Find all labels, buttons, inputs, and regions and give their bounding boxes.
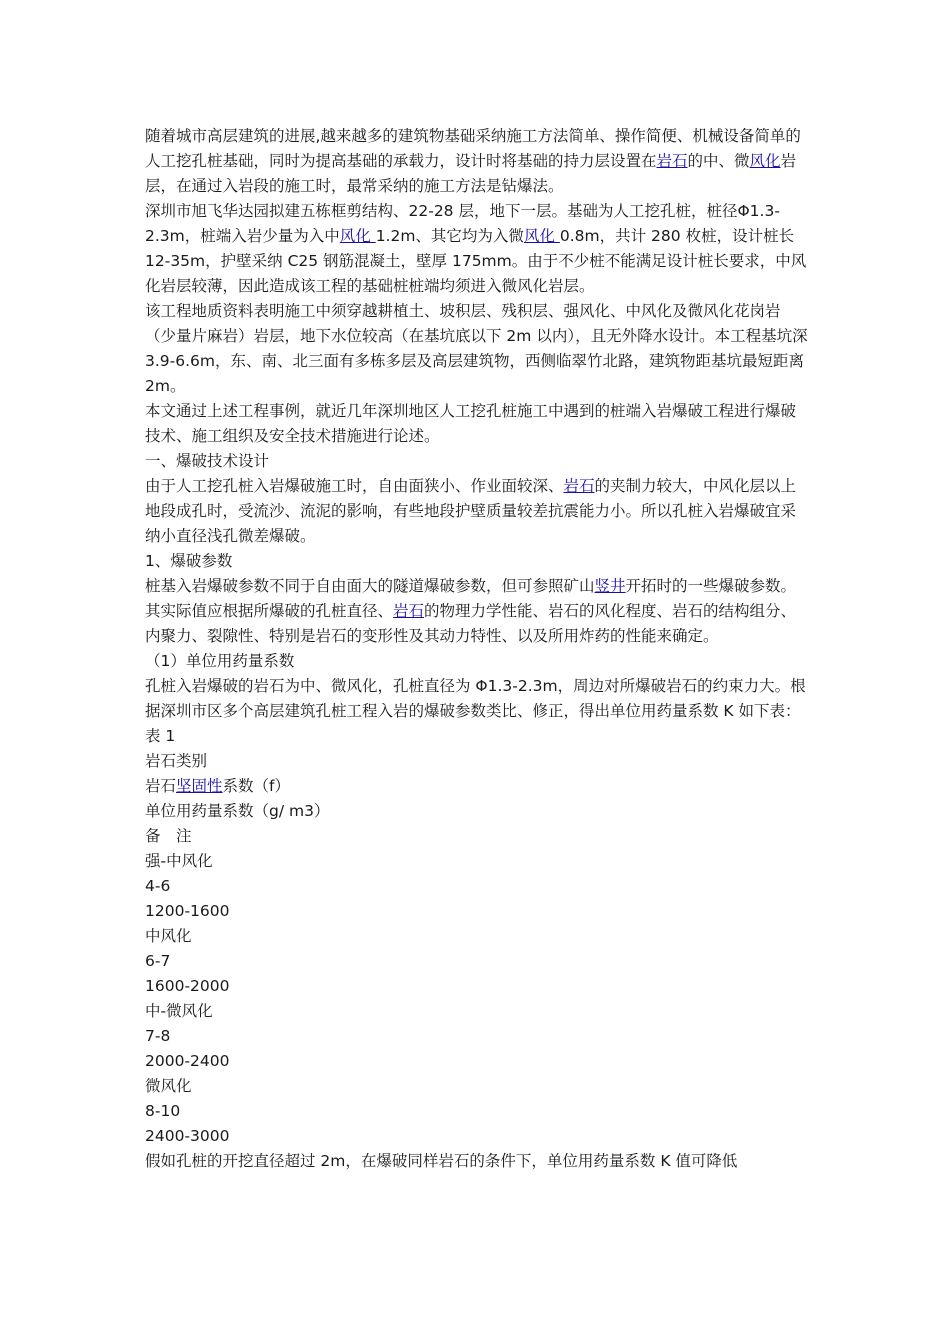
table-cell-k: 2400-3000 xyxy=(145,1127,230,1145)
paragraph-purpose: 本文通过上述工程事例，就近几年深圳地区人工挖孔桩施工中遇到的桩端入岩爆破工程进行爆破技术、施工组织及安全技术措施进行论述。 xyxy=(145,402,797,445)
table-header-hardness xyxy=(145,774,810,799)
table-header-charge: 单位用药量系数（g/ m3） xyxy=(145,802,330,820)
text-segment: 由于人工挖孔桩入岩爆破施工时，自由面狭小、作业面较深、 xyxy=(145,477,564,495)
table-cell-f: 8-10 xyxy=(145,1102,181,1120)
subsection-heading: 1、爆破参数 xyxy=(145,552,233,570)
table-cell-category: 中风化 xyxy=(145,927,192,945)
text-segment: 的中、微 xyxy=(687,152,750,170)
subsection-heading: （1）单位用药量系数 xyxy=(145,652,295,670)
table-cell-k: 1200-1600 xyxy=(145,902,230,920)
table-header-notes: 备 注 xyxy=(145,827,192,845)
section-heading: 一、爆破技术设计 xyxy=(145,452,270,470)
table-header-category: 岩石类别 xyxy=(145,752,208,770)
paragraph-intro xyxy=(145,124,810,199)
text-segment: 岩石 xyxy=(145,777,177,795)
table-caption: 表 1 xyxy=(145,727,176,745)
text-segment: 的夹制力较大，中风化层以上地段成孔时，受流沙、流泥的影响，有些地段护壁质量较差抗震能力小。所以孔桩入岩爆破宜采纳小直径浅孔微差爆破。 xyxy=(145,477,797,545)
table-cell-category: 中-微风化 xyxy=(145,1002,213,1020)
text-segment: 桩基入岩爆破参数不同于自由面大的隧道爆破参数，但可参照矿山 xyxy=(145,577,595,595)
link-weathering[interactable]: 风化 xyxy=(339,227,376,245)
table-cell-category: 强-中风化 xyxy=(145,852,213,870)
table-cell-f: 4-6 xyxy=(145,877,171,895)
table-cell-f: 6-7 xyxy=(145,952,171,970)
text-segment: 0.8m，共计 280 枚桩，设计桩长 12-35m，护壁采纳 C25 钢筋混凝土，壁厚 175mm。由于不少桩不能满足设计桩长要求，中风化岩层较薄，因此造成该工程的基础桩桩端均须进入微风化岩层。 xyxy=(145,227,807,295)
link-weathering[interactable]: 风化 xyxy=(749,152,781,170)
paragraph-diameter-note: 假如孔桩的开挖直径超过 2m，在爆破同样岩石的条件下，单位用药量系数 K 值可降低 xyxy=(145,1152,738,1170)
text-segment: 开拓时的一些爆破参数。其实际值应根据所爆破的孔桩直径、 xyxy=(145,577,797,620)
text-segment: 随着城市高层建筑的进展,越来越多的建筑物基础采纳施工方法简单、操作简便、机械设备简单的人工挖孔桩基础，同时为提高基础的承载力，设计时将基础的持力层设置在 xyxy=(145,127,801,170)
paragraph-parameters xyxy=(145,574,810,649)
text-segment: 深圳市旭飞华达园拟建五栋框剪结构、22-28 层，地下一层。基础为人工挖孔桩，桩径Φ1.3-2.3m，桩端入岩少量为入中 xyxy=(145,202,780,245)
table-cell-k: 2000-2400 xyxy=(145,1052,230,1070)
paragraph-project xyxy=(145,199,810,299)
paragraph-geology: 该工程地质资料表明施工中须穿越耕植土、坡积层、残积层、强风化、中风化及微风化花岗岩（少量片麻岩）岩层，地下水位较高（在基坑底以下 2m 以内），且无外降水设计。本工程基坑深 3.9-6.6m，东、南、北三面有多栋多层及高层建筑物，西侧临翠竹北路，建筑物距基坑最短距离 2m。 xyxy=(145,302,808,395)
text-segment: 系数（f） xyxy=(222,777,290,795)
link-rock[interactable]: 岩石 xyxy=(563,477,595,495)
link-hardness[interactable]: 坚固性 xyxy=(176,777,223,795)
link-rock[interactable]: 岩石 xyxy=(656,152,688,170)
table-cell-f: 7-8 xyxy=(145,1027,171,1045)
text-segment: 1.2m、其它均为入微 xyxy=(375,227,524,245)
document-body xyxy=(145,124,810,1174)
table-cell-category: 微风化 xyxy=(145,1077,192,1095)
paragraph-blasting-method xyxy=(145,474,810,549)
text-segment: 的物理力学性能、岩石的风化程度、岩石的结构组分、内聚力、裂隙性、特别是岩石的变形性及其动力特性、以及所用炸药的性能来确定。 xyxy=(145,602,797,645)
link-weathering[interactable]: 风化 xyxy=(523,227,560,245)
paragraph-charge-coefficient: 孔桩入岩爆破的岩石为中、微风化，孔桩直径为 Φ1.3-2.3m，周边对所爆破岩石的约束力大。根据深圳市区多个高层建筑孔桩工程入岩的爆破参数类比、修正，得出单位用药量系数 K 如下表： xyxy=(145,677,806,720)
table-cell-k: 1600-2000 xyxy=(145,977,230,995)
link-rock[interactable]: 岩石 xyxy=(393,602,425,620)
link-shaft[interactable]: 竖井 xyxy=(594,577,626,595)
text-segment: 岩层，在通过入岩段的施工时，最常采纳的施工方法是钻爆法。 xyxy=(145,152,797,195)
